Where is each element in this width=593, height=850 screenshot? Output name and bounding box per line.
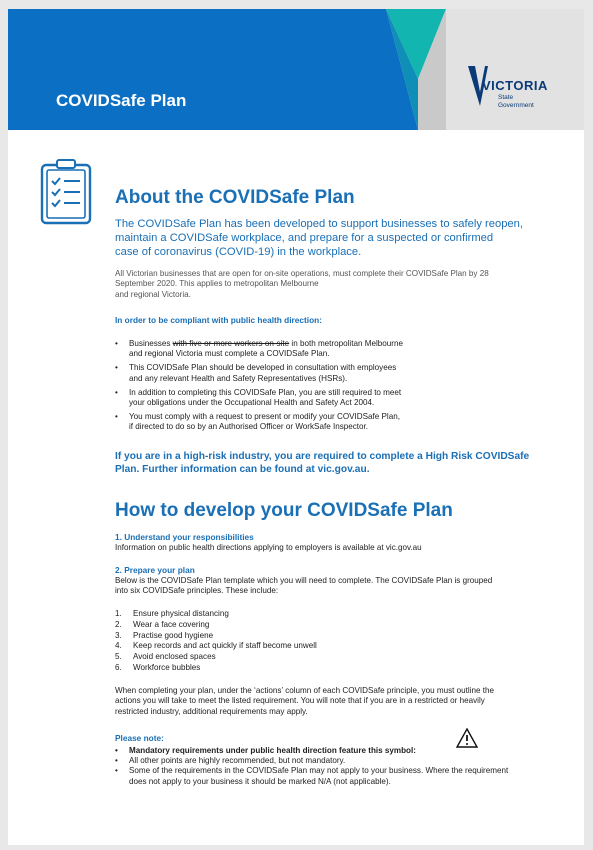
body-line: and regional Victoria. xyxy=(115,289,191,299)
item-number: 1. xyxy=(115,609,122,618)
list-item xyxy=(115,388,403,408)
note-text: All other points are highly recommended, but not mandatory. xyxy=(129,756,346,766)
step2-heading: 2. Prepare your plan xyxy=(115,565,195,575)
intro-line: The COVIDSafe Plan has been developed to support businesses to safely reopen, xyxy=(115,218,523,230)
bullet-text: and regional Victoria must complete a COVIDSafe Plan. xyxy=(129,349,330,359)
intro-line: case of coronavirus (COVID-19) in the workplace. xyxy=(115,246,362,258)
high-risk-line: If you are in a high-risk industry, you are required to complete a High Risk COVIDSafe xyxy=(115,451,530,462)
step2-line: Below is the COVIDSafe Plan template which you will need to complete. The COVIDSafe Plan is grouped xyxy=(115,576,493,585)
list-item xyxy=(115,766,508,786)
principles-list xyxy=(115,609,317,674)
bullet-text: In addition to completing this COVIDSafe Plan, you are still required to meet xyxy=(129,387,402,397)
bullet-text: You must comply with a request to present or modify your COVIDSafe Plan, xyxy=(129,412,400,422)
note-heading: Please note: xyxy=(115,733,164,743)
victoria-government-logo xyxy=(468,66,558,116)
bullet-text: if directed to do so by an Authorised Officer or WorkSafe Inspector. xyxy=(129,422,369,432)
list-item xyxy=(115,620,317,631)
document-page xyxy=(8,9,584,845)
completing-line: restricted industry, additional requirements may apply. xyxy=(115,706,308,716)
item-number: 2. xyxy=(115,619,122,629)
item-number: 5. xyxy=(115,652,122,662)
bullet-text: and any relevant Health and Safety Representatives (HSRs). xyxy=(129,373,348,383)
list-item xyxy=(115,339,403,359)
bullet-text: your obligations under the Occupational Health and Safety Act 2004. xyxy=(129,398,375,408)
item-text: Keep records and act quickly if staff become unwell xyxy=(133,641,317,651)
about-heading: About the COVIDSafe Plan xyxy=(115,187,355,208)
header-banner xyxy=(8,9,584,130)
compliance-bullets xyxy=(115,339,403,437)
item-text: Ensure physical distancing xyxy=(133,609,229,618)
list-item xyxy=(115,641,317,652)
list-item xyxy=(115,652,317,663)
step1-text xyxy=(115,543,422,553)
item-text: Wear a face covering xyxy=(133,619,210,629)
compliance-heading: In order to be compliant with public health direction: xyxy=(115,315,322,325)
list-item xyxy=(115,746,508,756)
completing-text xyxy=(115,686,494,717)
intro-line: maintain a COVIDSafe workplace, and prepare for a suspected or confirmed xyxy=(115,232,494,244)
about-body xyxy=(115,269,489,300)
clipboard-checklist-icon xyxy=(40,159,92,225)
item-number: 3. xyxy=(115,630,122,640)
step1-heading: 1. Understand your responsibilities xyxy=(115,532,254,542)
warning-triangle-icon xyxy=(456,728,478,748)
about-intro xyxy=(115,217,555,259)
body-line: September 2020. This applies to metropolitan Melbourne xyxy=(115,279,319,289)
completing-line: When completing your plan, under the ‘actions’ column of each COVIDSafe principle, you must outline the xyxy=(115,686,494,695)
item-text: Avoid enclosed spaces xyxy=(133,652,216,662)
logo-state: State xyxy=(498,94,514,101)
body-line: All Victorian businesses that are open for on-site operations, must complete their COVIDSafe Plan by 28 xyxy=(115,269,489,278)
develop-heading: How to develop your COVIDSafe Plan xyxy=(115,500,453,521)
note-text: does not apply to your business it should be marked N/A (not applicable). xyxy=(129,776,391,786)
struck-text: with five or more workers on-site xyxy=(172,339,290,348)
note-text: Mandatory requirements under public health direction feature this symbol: xyxy=(129,746,416,755)
step1-line: Information on public health directions applying to employers is available at vic.gov.au xyxy=(115,543,422,552)
note-text: Some of the requirements in the COVIDSafe Plan may not apply to your business. Where the requirement xyxy=(129,766,509,776)
item-number: 4. xyxy=(115,641,122,651)
list-item xyxy=(115,756,508,766)
list-item xyxy=(115,631,317,642)
list-item xyxy=(115,363,403,383)
item-text: Practise good hygiene xyxy=(133,630,214,640)
completing-line: actions you will take to meet the listed requirement. You will note that if you are in a restricted or heavily xyxy=(115,696,485,706)
step2-line: into six COVIDSafe principles. These include: xyxy=(115,586,279,596)
high-risk-line: Plan. Further information can be found at vic.gov.au. xyxy=(115,464,370,475)
bullet-text: in both metropolitan Melbourne xyxy=(289,339,403,348)
notes-list xyxy=(115,746,508,787)
list-item xyxy=(115,663,317,674)
step2-text xyxy=(115,576,492,597)
high-risk-notice xyxy=(115,450,529,476)
logo-government: Government xyxy=(498,102,534,109)
item-number: 6. xyxy=(115,662,122,672)
bullet-text: This COVIDSafe Plan should be developed in consultation with employees xyxy=(129,363,397,373)
bullet-text: Businesses xyxy=(129,339,173,348)
document-title: COVIDSafe Plan xyxy=(56,91,187,110)
item-text: Workforce bubbles xyxy=(133,662,201,672)
logo-word: VICTORIA xyxy=(482,78,548,93)
list-item xyxy=(115,609,317,620)
list-item xyxy=(115,412,403,432)
